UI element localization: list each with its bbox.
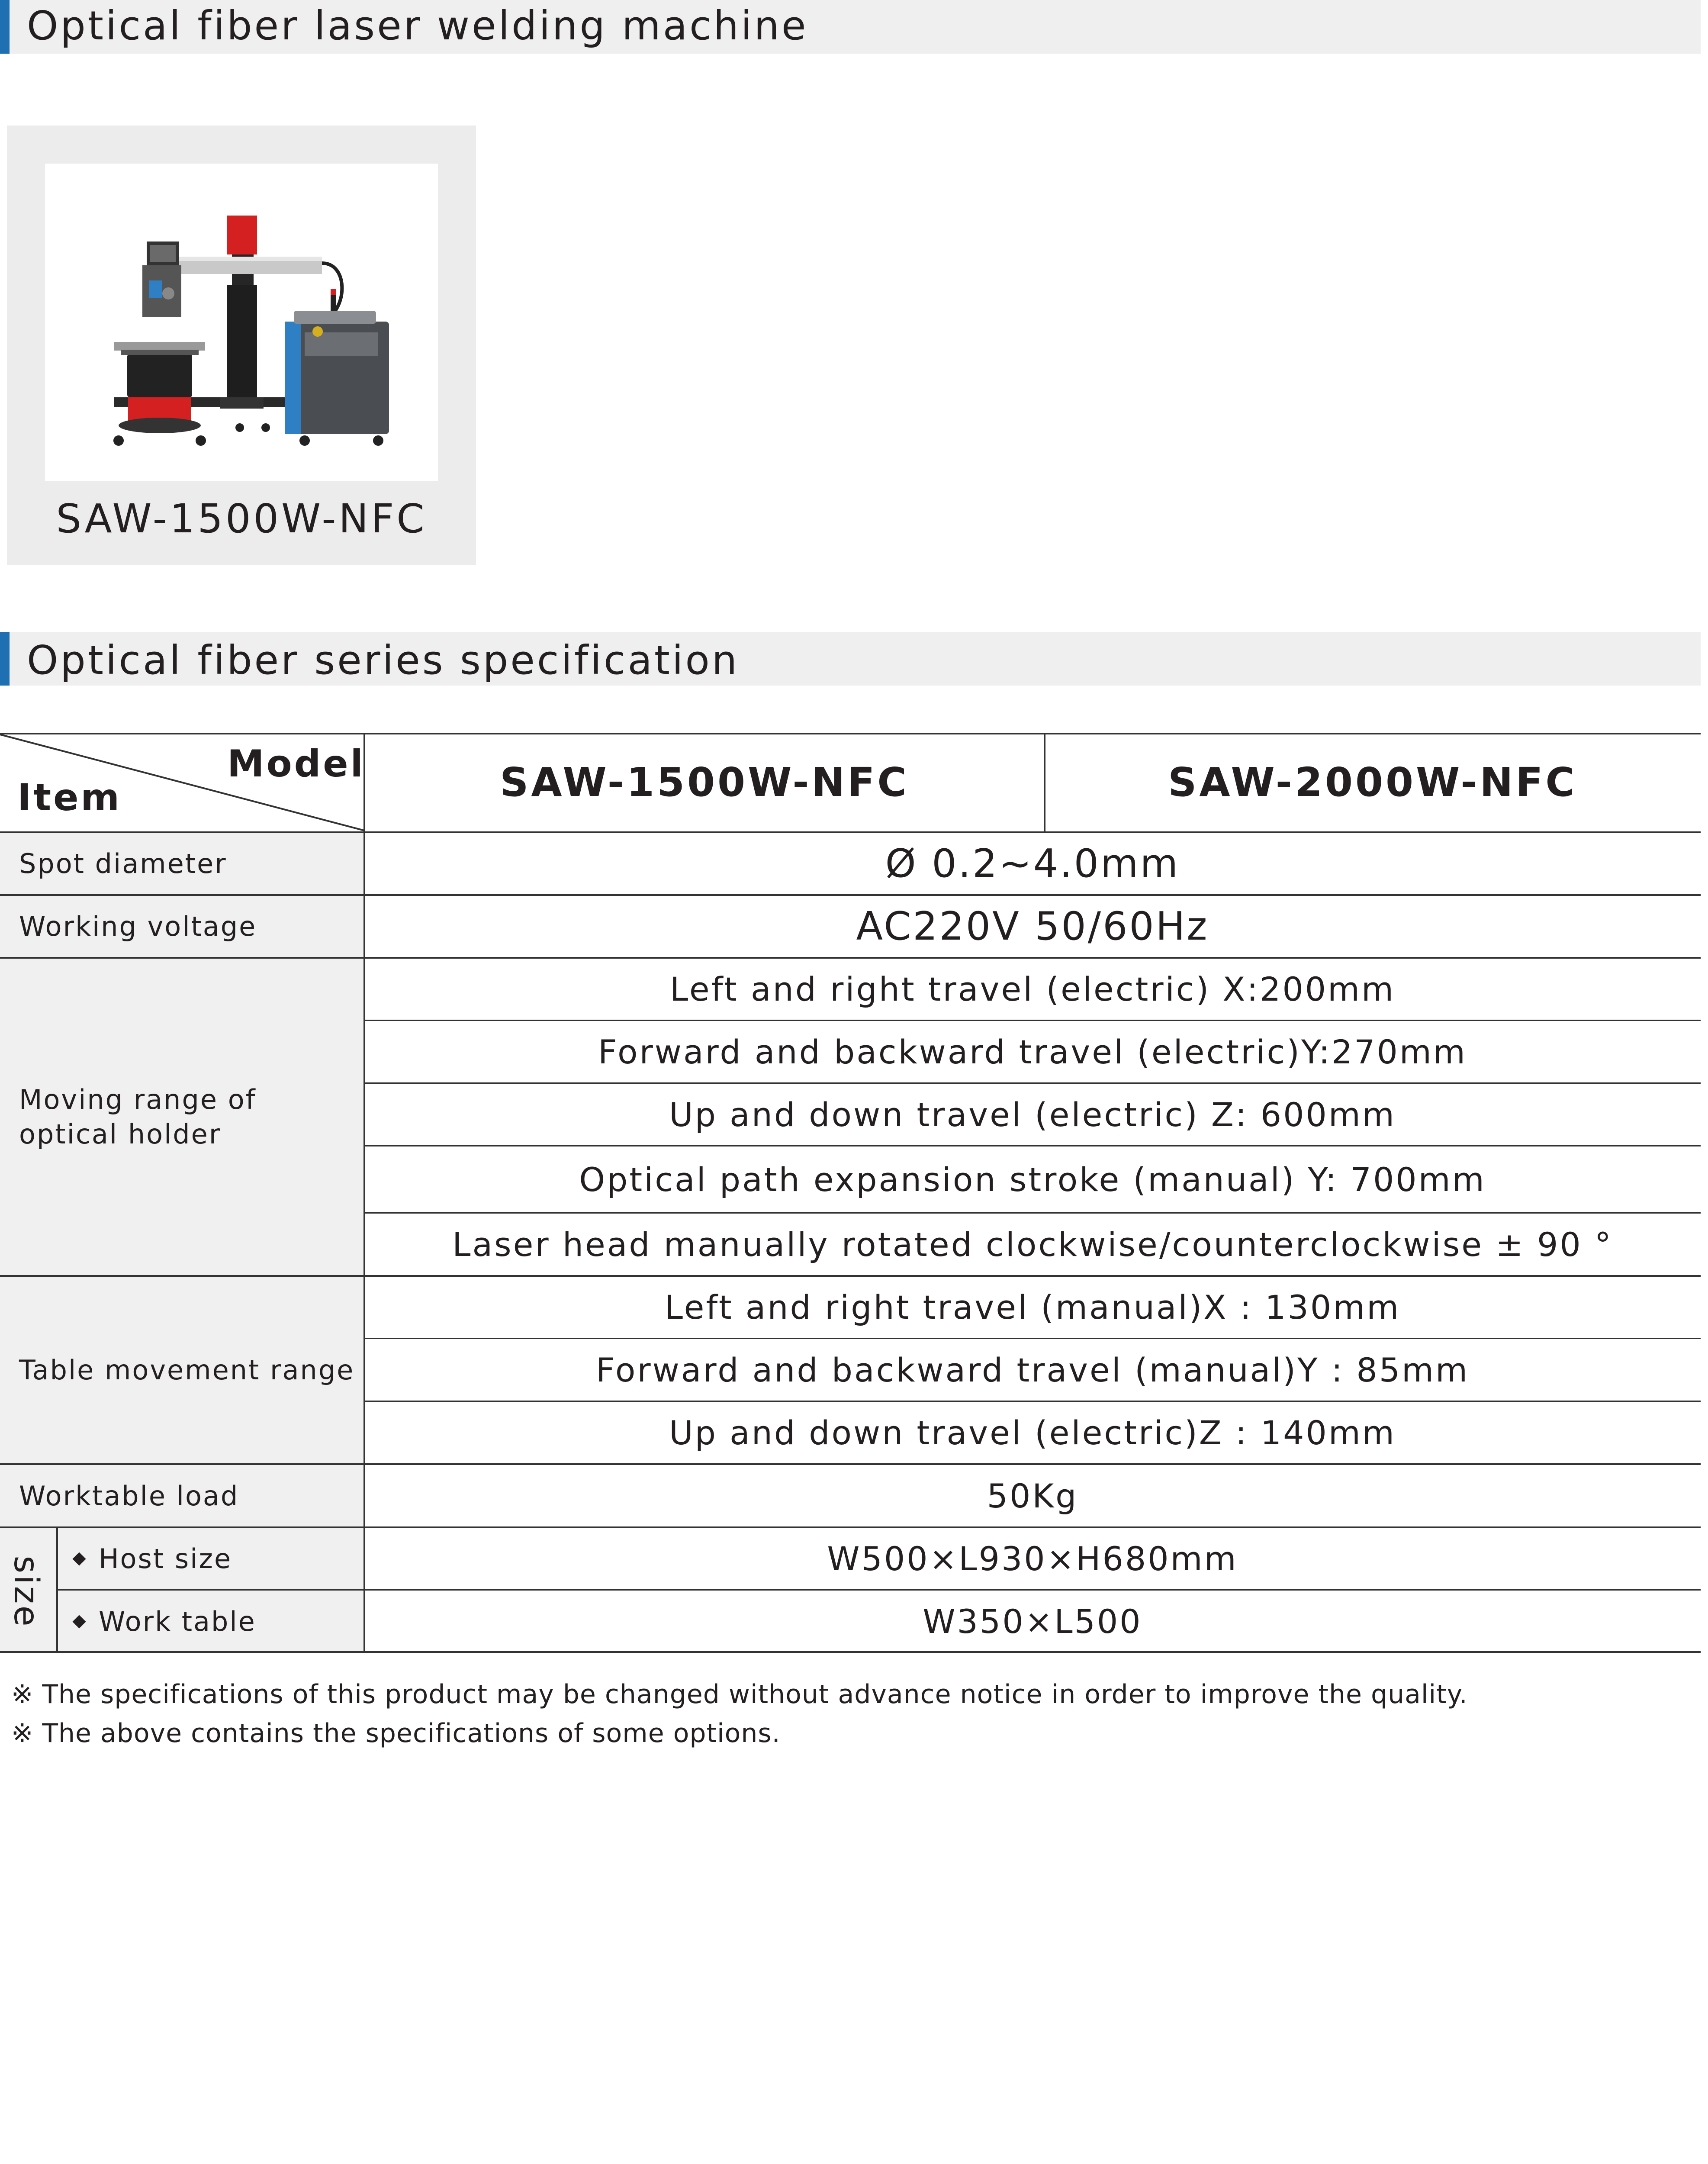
specification-table bbox=[0, 733, 1701, 1653]
laser-welding-machine-illustration bbox=[45, 164, 438, 481]
table-movement-value: Forward and backward travel (manual)Y : 85mm bbox=[595, 1351, 1470, 1389]
table-rule bbox=[0, 1463, 1701, 1465]
row-label-working-voltage: Working voltage bbox=[19, 911, 257, 942]
corner-label-item: Item bbox=[17, 776, 122, 819]
product-image bbox=[45, 164, 438, 481]
table-rule bbox=[0, 1651, 1701, 1653]
product-model-caption: SAW-1500W-NFC bbox=[56, 496, 427, 542]
moving-range-label-line1: Moving range of bbox=[19, 1083, 257, 1115]
row-label-work-table bbox=[57, 1590, 364, 1653]
row-value-work-table: W350×L500 bbox=[923, 1602, 1142, 1641]
table-rule bbox=[0, 831, 1701, 833]
diamond-bullet-icon bbox=[72, 1552, 86, 1565]
row-value-worktable-load: 50Kg bbox=[987, 1476, 1078, 1515]
table-rule bbox=[364, 1082, 1701, 1084]
table-movement-value: Left and right travel (manual)X : 130mm bbox=[664, 1288, 1401, 1327]
model-header-1500w: SAW-1500W-NFC bbox=[500, 759, 909, 805]
section-title: Optical fiber series specification bbox=[27, 637, 740, 683]
moving-range-value: Left and right travel (electric) X:200mm bbox=[669, 970, 1396, 1008]
table-rule bbox=[364, 1212, 1701, 1214]
section-header-specification bbox=[0, 632, 1701, 686]
table-rule bbox=[363, 733, 365, 1653]
moving-range-value: Up and down travel (electric) Z: 600mm bbox=[669, 1095, 1396, 1134]
header-accent-bar bbox=[0, 0, 10, 54]
row-value-host-size: W500×L930×H680mm bbox=[827, 1539, 1238, 1578]
table-rule bbox=[56, 1527, 58, 1653]
section-title: Optical fiber laser welding machine bbox=[27, 3, 808, 49]
size-group-label: size bbox=[6, 1555, 45, 1628]
table-rule bbox=[364, 1338, 1701, 1339]
table-rule bbox=[0, 733, 1701, 734]
table-rule bbox=[0, 1275, 1701, 1277]
table-rule bbox=[364, 1145, 1701, 1146]
section-header-machine bbox=[0, 0, 1701, 54]
row-label-table-movement: Table movement range bbox=[19, 1354, 355, 1386]
footnote: ※ The specifications of this product may be changed without advance notice in order to improve the quality. bbox=[11, 1679, 1468, 1710]
table-rule bbox=[57, 1589, 1701, 1591]
moving-range-value: Forward and backward travel (electric)Y:270mm bbox=[598, 1033, 1467, 1071]
diamond-bullet-icon bbox=[72, 1615, 86, 1628]
moving-range-value: Laser head manually rotated clockwise/counterclockwise ± 90 ° bbox=[452, 1225, 1613, 1264]
header-accent-bar bbox=[0, 632, 10, 686]
corner-label-model: Model bbox=[227, 742, 366, 786]
table-rule bbox=[364, 1401, 1701, 1402]
model-header-2000w: SAW-2000W-NFC bbox=[1168, 759, 1577, 805]
table-movement-value: Up and down travel (electric)Z : 140mm bbox=[669, 1414, 1396, 1452]
row-label-spot-diameter: Spot diameter bbox=[19, 848, 227, 879]
footnote: ※ The above contains the specifications of some options. bbox=[11, 1718, 781, 1749]
product-card bbox=[7, 126, 476, 565]
work-table-label: Work table bbox=[99, 1606, 256, 1637]
moving-range-value: Optical path expansion stroke (manual) Y: 700mm bbox=[579, 1160, 1486, 1199]
table-rule bbox=[364, 1020, 1701, 1021]
row-value-working-voltage: AC220V 50/60Hz bbox=[856, 904, 1209, 949]
table-rule bbox=[0, 957, 1701, 959]
row-value-spot-diameter: Ø 0.2~4.0mm bbox=[885, 841, 1180, 886]
table-rule bbox=[0, 1526, 1701, 1528]
row-label-moving-range bbox=[0, 958, 364, 1276]
table-rule bbox=[1044, 733, 1045, 832]
row-label-host-size bbox=[57, 1527, 364, 1590]
row-label-worktable-load: Worktable load bbox=[19, 1480, 239, 1512]
host-size-label: Host size bbox=[99, 1543, 232, 1575]
table-rule bbox=[0, 894, 1701, 896]
moving-range-label-line2: optical holder bbox=[19, 1118, 222, 1150]
